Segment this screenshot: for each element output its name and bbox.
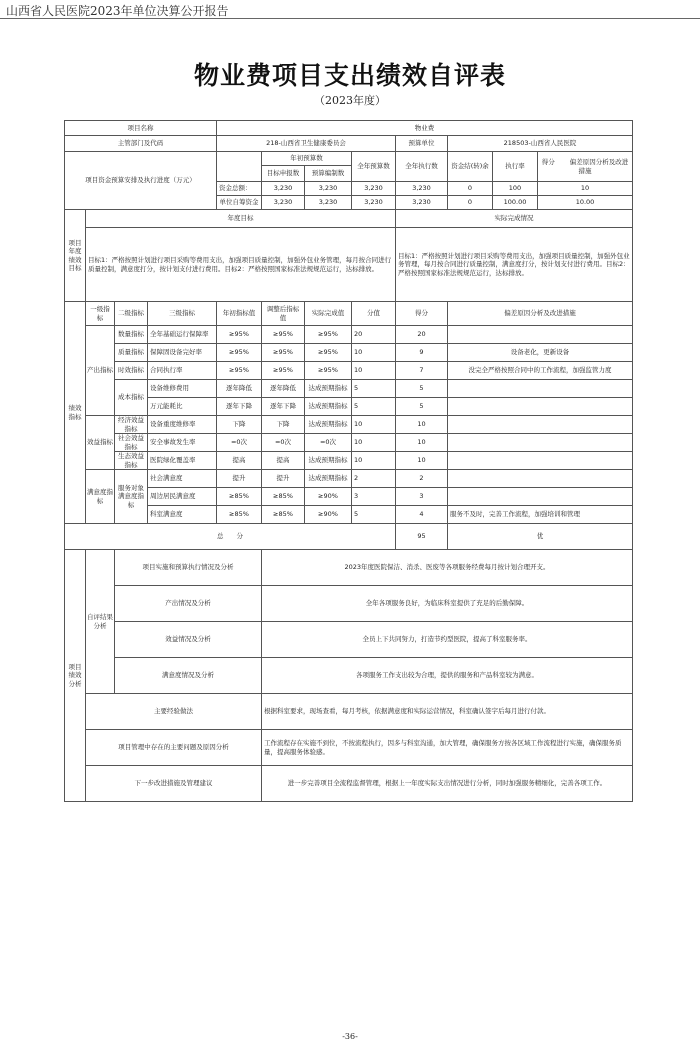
annual-budget-header: 年初预算数 — [262, 152, 352, 166]
indicator-row — [65, 452, 633, 470]
self-score: 10.00 — [538, 196, 633, 210]
page-number: -36- — [342, 1032, 358, 1041]
full-exec-header: 全年执行数 — [396, 152, 448, 182]
header-rule — [0, 18, 700, 19]
total-score: 10 — [538, 182, 633, 196]
analysis-side-label: 项目绩效分析 — [65, 550, 86, 802]
total-rate: 100 — [493, 182, 538, 196]
project-name-label: 项目名称 — [65, 121, 217, 136]
lvl2-cell: 服务对象满意度指标 — [115, 470, 148, 524]
issues-row — [65, 730, 633, 766]
target-header: 年初指标值 — [217, 302, 262, 326]
analysis-label: 满意度情况及分析 — [115, 658, 262, 694]
reason-cell — [448, 416, 633, 434]
weight-cell: 5 — [352, 380, 396, 398]
issues-text: 工作流程存在实施不到位，不按流程执行，因多与科室沟通，加大管理，确保服务方按各区域工作流程进行实施，确保服务质量，提高服务体验感。 — [262, 730, 633, 766]
report-header: 山西省人民医院2023年单位决算公开报告 — [6, 4, 229, 18]
reason-cell: 没完全严格按照合同中的工作流程，加强监管力度 — [448, 362, 633, 380]
lvl1-benefit: 效益指标 — [86, 416, 115, 470]
weight-cell: 10 — [352, 452, 396, 470]
score-cell: 20 — [396, 326, 448, 344]
target-cell: ≥95% — [217, 326, 262, 344]
funds-self-label: 单位自筹资金 — [217, 196, 262, 210]
adjusted-cell: ≥95% — [262, 362, 305, 380]
self-approved: 3,230 — [262, 196, 305, 210]
analysis-label: 产出情况及分析 — [115, 586, 262, 622]
reason-cell — [448, 398, 633, 416]
total-label: 总 分 — [65, 524, 396, 550]
compiled-header: 预算编制数 — [305, 166, 352, 182]
weight-header: 分值 — [352, 302, 396, 326]
page-subtitle: （2023年度） — [314, 94, 386, 107]
analysis-row — [65, 658, 633, 694]
analysis-text: 全年各项服务良好，为临床科室提供了充足的后勤保障。 — [262, 586, 633, 622]
adjusted-cell: ≥95% — [262, 326, 305, 344]
analysis-row — [65, 622, 633, 658]
reason-cell — [448, 488, 633, 506]
target-cell: 提高 — [217, 452, 262, 470]
self-full: 3,230 — [352, 196, 396, 210]
lvl1-header: 一级指标 — [86, 302, 115, 326]
weight-cell: 2 — [352, 470, 396, 488]
actual-goal-text: 目标1：严格按照计划进行项目采购等费用支出，加强项目质量控制，加强外包业务管理，每月按合同进行质量控制，满意度打分，按计划支付进行费用。目标2：严格按照国家标准法规规范运行，达标排放。 — [396, 228, 633, 302]
measures-row — [65, 694, 633, 730]
actual-cell: ≥95% — [305, 362, 352, 380]
reason-cell: 服务不及时，完善工作流程，加强培训和管理 — [448, 506, 633, 524]
lvl3-cell: 全年基础运行保障率 — [148, 326, 217, 344]
adjusted-cell: 下降 — [262, 416, 305, 434]
indicator-side-label: 绩效指标 — [65, 302, 86, 524]
indicator-row — [65, 344, 633, 362]
actual-cell: 达成预期指标 — [305, 380, 352, 398]
self-rate: 100.00 — [493, 196, 538, 210]
adjusted-cell: 提升 — [262, 470, 305, 488]
actual-cell: ≥95% — [305, 344, 352, 362]
lvl3-cell: 万元能耗比 — [148, 398, 217, 416]
project-name-row — [65, 121, 633, 136]
total-exec: 3,230 — [396, 182, 448, 196]
indicator-row — [65, 434, 633, 452]
funds-score-header: 得分 — [541, 158, 555, 167]
score-cell: 2 — [396, 470, 448, 488]
lvl2-cell: 社会效益指标 — [115, 434, 148, 452]
total-compiled: 3,230 — [305, 182, 352, 196]
target-cell: ≥85% — [217, 488, 262, 506]
lvl3-cell: 周边居民满意度 — [148, 488, 217, 506]
target-cell: ≥85% — [217, 506, 262, 524]
actual-cell: 达成预期指标 — [305, 416, 352, 434]
lvl3-cell: 保障固设备完好率 — [148, 344, 217, 362]
lvl1-output: 产出指标 — [86, 326, 115, 416]
reason-cell — [448, 380, 633, 398]
funds-section-label: 项目资金预算安排及执行进度（万元） — [65, 152, 217, 210]
actual-cell: ≥95% — [305, 326, 352, 344]
next-steps-text: 进一步完善项目全流程监督管理，根据上一年度实际支出情况进行分析，同时加强服务精细化，完善各项工作。 — [262, 766, 633, 802]
score-cell: 9 — [396, 344, 448, 362]
indicator-header-row — [65, 302, 633, 326]
total-score-value: 95 — [396, 524, 448, 550]
actual-cell: ≥90% — [305, 488, 352, 506]
actual-cell: 达成预期指标 — [305, 398, 352, 416]
budget-unit-value: 218503-山西省人民医院 — [448, 136, 633, 152]
annual-goal-text: 目标1：严格按照计划进行项目采购等费用支出，加强项目质量控制，加强外包业务管理，每月按合同进行质量控制，满意度打分，按计划支付进行费用。目标2：严格按照国家标准法规规范运行，达标排放。 — [86, 228, 396, 302]
analysis-label: 项目实施和预算执行情况及分析 — [115, 550, 262, 586]
lvl3-header: 三级指标 — [148, 302, 217, 326]
score-cell: 7 — [396, 362, 448, 380]
approved-header: 目标申报数 — [262, 166, 305, 182]
weight-cell: 10 — [352, 362, 396, 380]
score-cell: 10 — [396, 434, 448, 452]
reason-cell — [448, 326, 633, 344]
indicator-row — [65, 326, 633, 344]
adjusted-cell: ≥85% — [262, 488, 305, 506]
lvl2-cell: 时效指标 — [115, 362, 148, 380]
lvl3-cell: 设备维修费用 — [148, 380, 217, 398]
self-eval-label: 自评结果分析 — [86, 550, 115, 694]
department-label: 主管部门及代码 — [65, 136, 217, 152]
weight-cell: 10 — [352, 416, 396, 434]
actual-goal-header: 实际完成情况 — [396, 210, 633, 228]
indicator-row — [65, 398, 633, 416]
lvl3-cell: 设备重度维修率 — [148, 416, 217, 434]
evaluation-table — [64, 120, 633, 802]
analysis-row — [65, 550, 633, 586]
total-balance: 0 — [448, 182, 493, 196]
department-row — [65, 136, 633, 152]
reason-cell — [448, 470, 633, 488]
lvl2-cell: 质量指标 — [115, 344, 148, 362]
score-cell: 4 — [396, 506, 448, 524]
actual-cell: ≥90% — [305, 506, 352, 524]
total-full: 3,230 — [352, 182, 396, 196]
analysis-text: 全员上下共同努力，打造节约型医院，提高了科室服务率。 — [262, 622, 633, 658]
full-budget-header: 全年预算数 — [352, 152, 396, 182]
target-cell: 逐年下降 — [217, 398, 262, 416]
self-exec: 3,230 — [396, 196, 448, 210]
score-cell: 5 — [396, 398, 448, 416]
indicator-row — [65, 380, 633, 398]
lvl2-cell: 经济效益指标 — [115, 416, 148, 434]
lvl2-header: 二级指标 — [115, 302, 148, 326]
weight-cell: 20 — [352, 326, 396, 344]
funds-deviation-text: 偏差原因分析及改进措施 — [569, 158, 629, 175]
lvl2-cell: 成本指标 — [115, 380, 148, 416]
total-row — [65, 524, 633, 550]
balance-header: 资金结(转)余 — [448, 152, 493, 182]
score-cell: 10 — [396, 416, 448, 434]
measures-text: 根据科室要求，现场查看，每月考核，依据满意度和实际运营情况，科室确认签字后每月进行付款。 — [262, 694, 633, 730]
adjusted-header: 调整后指标值 — [262, 302, 305, 326]
lvl1-satisfaction: 满意度指标 — [86, 470, 115, 524]
weight-cell: 10 — [352, 434, 396, 452]
next-steps-label: 下一步改进措施及管理建议 — [86, 766, 262, 802]
target-cell: ≥95% — [217, 344, 262, 362]
score-cell: 3 — [396, 488, 448, 506]
weight-cell: 5 — [352, 506, 396, 524]
score-cell: 10 — [396, 452, 448, 470]
actual-cell: =0次 — [305, 434, 352, 452]
indicator-row — [65, 488, 633, 506]
target-cell: 提升 — [217, 470, 262, 488]
indicator-row — [65, 470, 633, 488]
weight-cell: 5 — [352, 398, 396, 416]
lvl3-cell: 社会满意度 — [148, 470, 217, 488]
annual-goal-header: 年度目标 — [86, 210, 396, 228]
self-compiled: 3,230 — [305, 196, 352, 210]
goals-header-row — [65, 210, 633, 228]
weight-cell: 10 — [352, 344, 396, 362]
adjusted-cell: ≥85% — [262, 506, 305, 524]
adjusted-cell: 逐年下降 — [262, 398, 305, 416]
analysis-text: 各项服务工作支出较为合理，提供的服务和产品科室较为满意。 — [262, 658, 633, 694]
lvl2-cell: 生态效益指标 — [115, 452, 148, 470]
reason-header: 偏差原因分析及改进措施 — [448, 302, 633, 326]
indicator-row — [65, 362, 633, 380]
funds-deviation-header — [538, 152, 633, 182]
issues-label: 项目管理中存在的主要问题及原因分析 — [86, 730, 262, 766]
actual-header: 实际完成值 — [305, 302, 352, 326]
reason-cell — [448, 452, 633, 470]
measures-label: 主要经验做法 — [86, 694, 262, 730]
evaluation-table-wrapper — [64, 120, 632, 802]
lvl3-cell: 合同执行率 — [148, 362, 217, 380]
funds-total-label: 资金总额： — [217, 182, 262, 196]
exec-rate-header: 执行率 — [493, 152, 538, 182]
next-steps-row — [65, 766, 633, 802]
analysis-row — [65, 586, 633, 622]
adjusted-cell: =0次 — [262, 434, 305, 452]
weight-cell: 3 — [352, 488, 396, 506]
self-balance: 0 — [448, 196, 493, 210]
total-grade: 优 — [448, 524, 633, 550]
department-value: 218-山西省卫生健康委员会 — [217, 136, 396, 152]
project-name-value: 物业费 — [217, 121, 633, 136]
total-approved: 3,230 — [262, 182, 305, 196]
actual-cell: 达成预期指标 — [305, 452, 352, 470]
goals-content-row — [65, 228, 633, 302]
adjusted-cell: 提高 — [262, 452, 305, 470]
adjusted-cell: ≥95% — [262, 344, 305, 362]
adjusted-cell: 逐年降低 — [262, 380, 305, 398]
lvl3-cell: 安全事故发生率 — [148, 434, 217, 452]
analysis-text: 2023年度医院保洁、消杀、医废等各项服务经费每月按计划合理开支。 — [262, 550, 633, 586]
score-header: 得分 — [396, 302, 448, 326]
target-cell: ≥95% — [217, 362, 262, 380]
target-cell: 逐年降低 — [217, 380, 262, 398]
target-cell: =0次 — [217, 434, 262, 452]
actual-cell: 达成预期指标 — [305, 470, 352, 488]
lvl3-cell: 医院绿化覆盖率 — [148, 452, 217, 470]
reason-cell: 设备老化，更新设备 — [448, 344, 633, 362]
budget-unit-label: 预算单位 — [396, 136, 448, 152]
score-cell: 5 — [396, 380, 448, 398]
analysis-label: 效益情况及分析 — [115, 622, 262, 658]
indicator-row — [65, 416, 633, 434]
lvl2-cell: 数量指标 — [115, 326, 148, 344]
lvl3-cell: 科室满意度 — [148, 506, 217, 524]
reason-cell — [448, 434, 633, 452]
indicator-row — [65, 506, 633, 524]
page-title: 物业费项目支出绩效自评表 — [193, 61, 506, 90]
funds-header-row — [65, 152, 633, 166]
funds-blank-cell — [217, 152, 262, 182]
goals-side-label: 项目年度绩效目标 — [65, 210, 86, 302]
target-cell: 下降 — [217, 416, 262, 434]
